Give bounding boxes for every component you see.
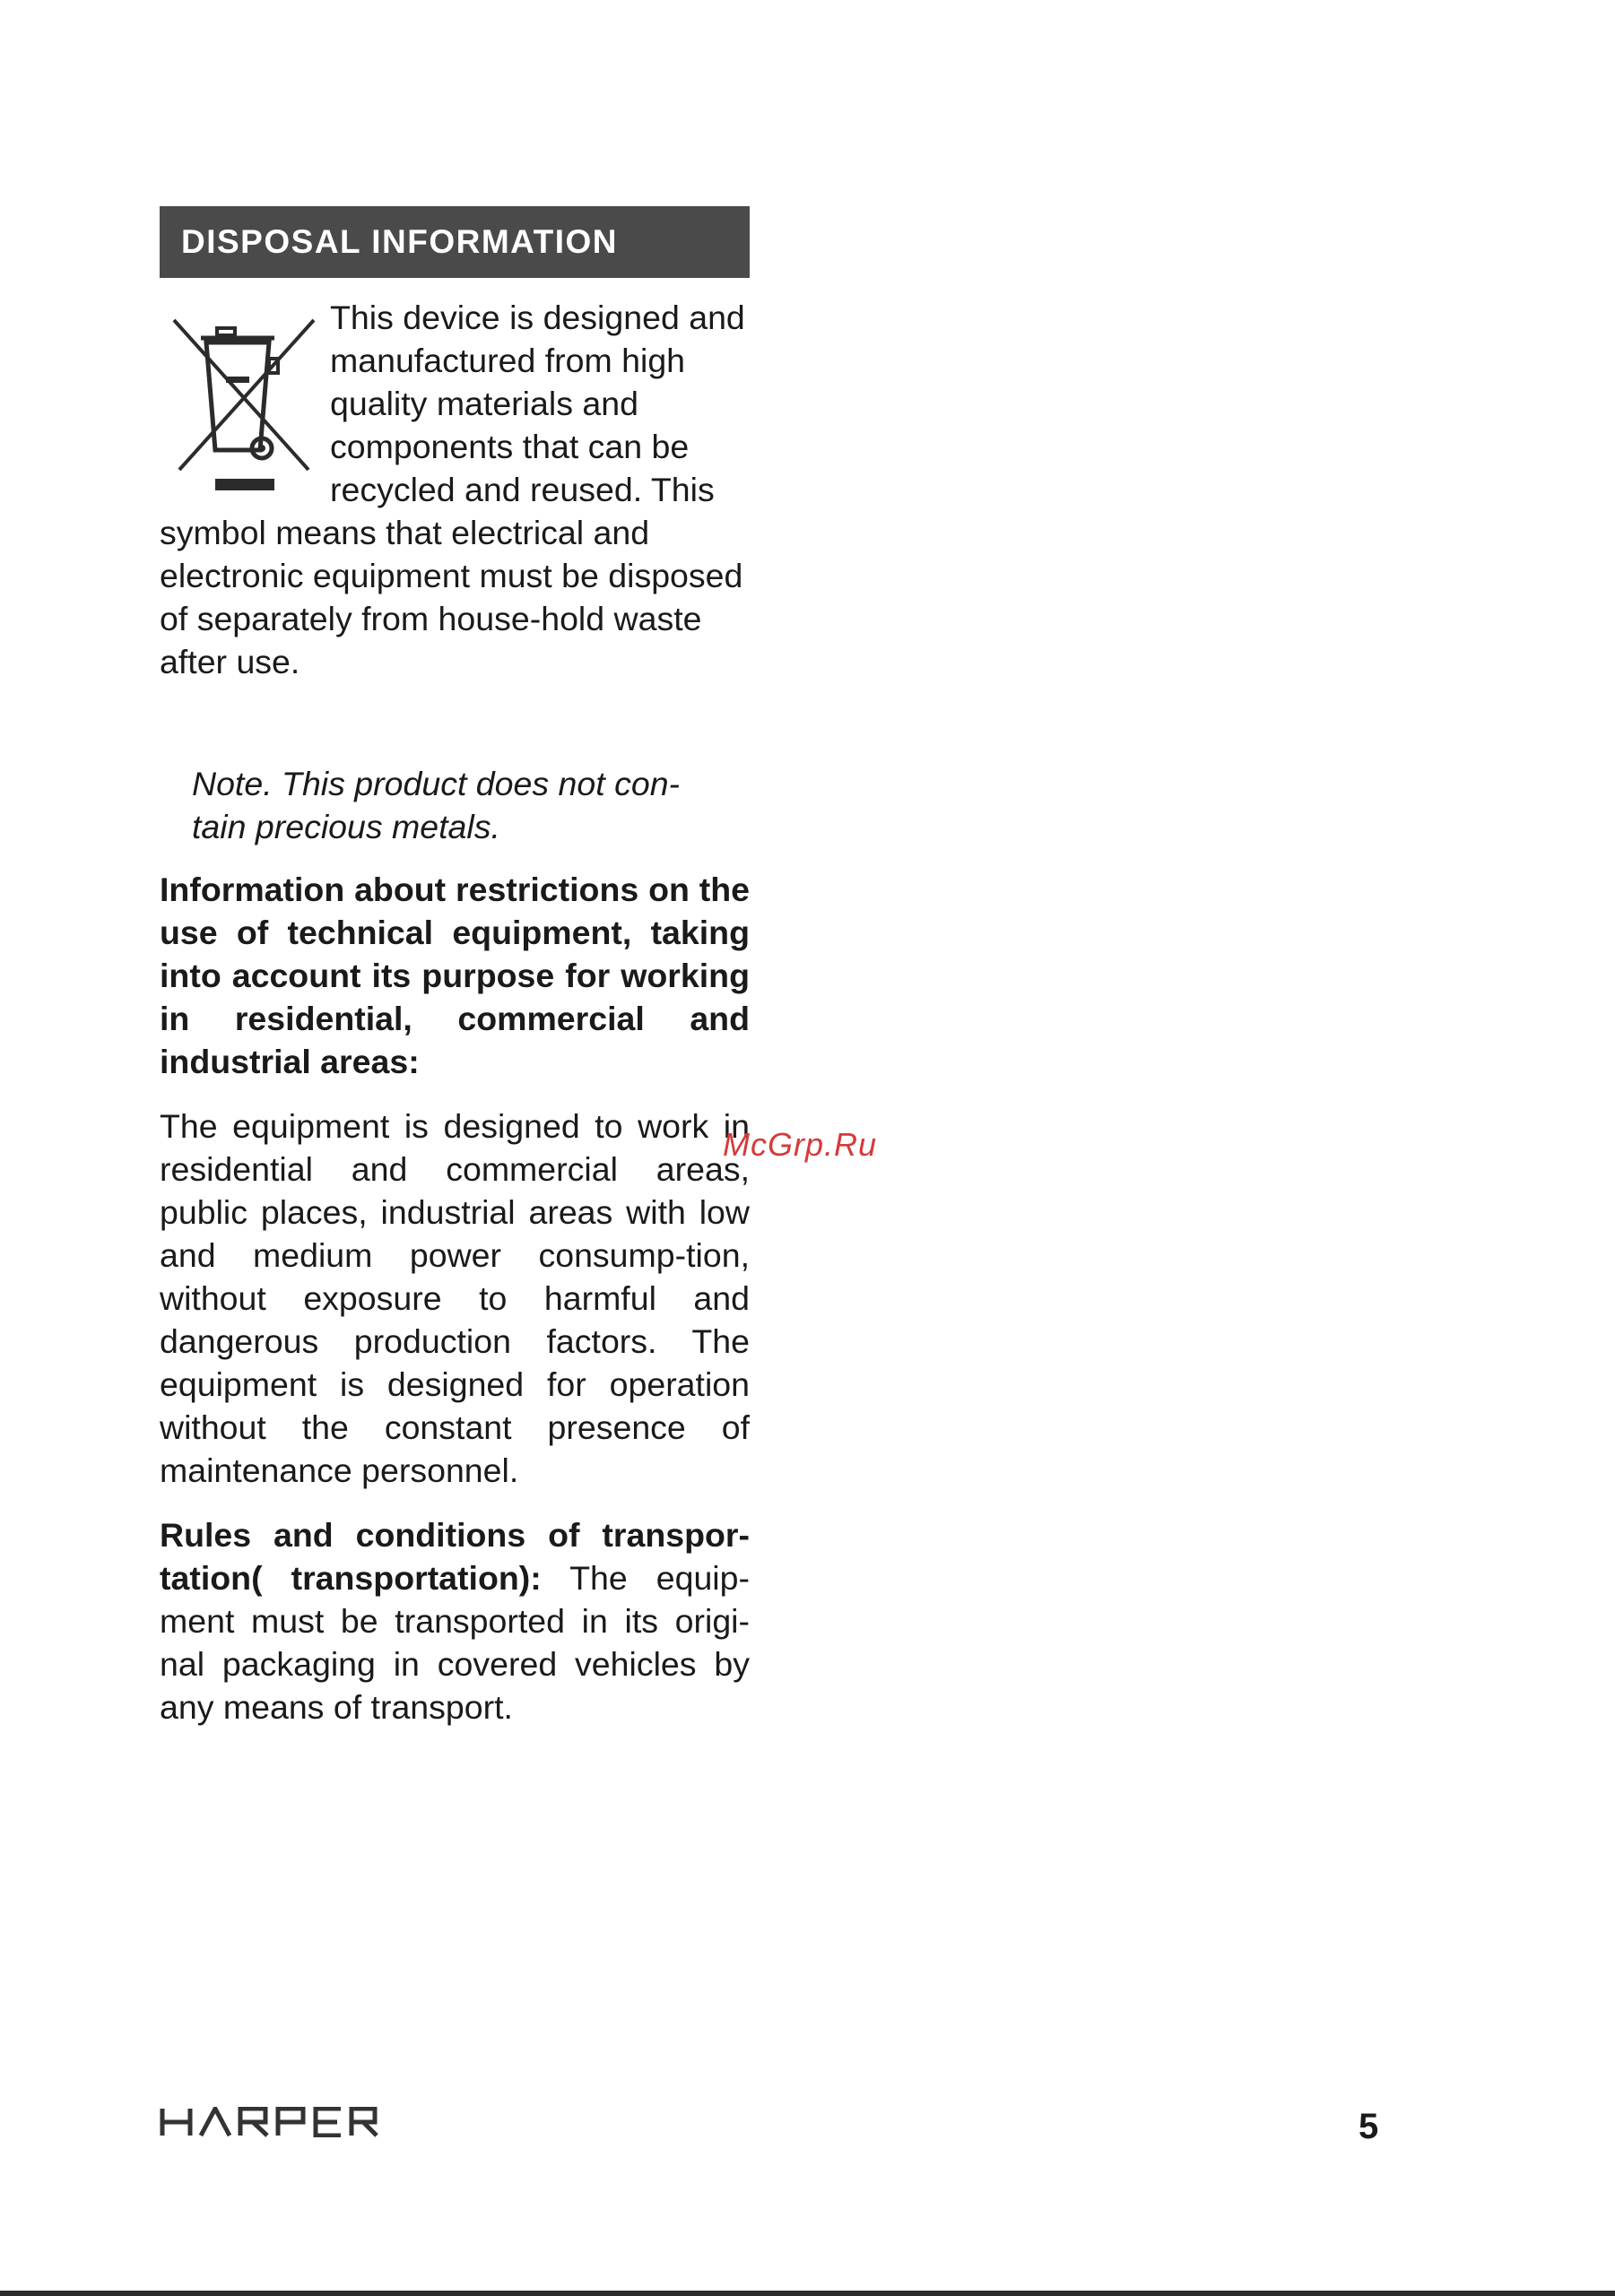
content-column [160, 296, 750, 1728]
harper-logo [160, 2107, 378, 2142]
bottom-divider [0, 2291, 1615, 2296]
intro-paragraph: This device is designed and manufactured from high quality materials and components that can be recycled and reused. This symbol means that electrical and electronic equipment must be disposed of separately from house-hold waste after use. [160, 299, 745, 680]
transport-rules-heading: Rules and conditions of transpor-tation( transportation): [160, 1516, 750, 1597]
page-number: 5 [1359, 2107, 1379, 2146]
equipment-paragraph: The equipment is designed to work in residential and commercial areas, public places, industrial areas with low and medium power consump-tion, without exposure to harmful and dangerous production factors. The equipment is designed for operation without the constant presence of maintenance personnel. [160, 1107, 750, 1489]
watermark: McGrp.Ru [723, 1126, 878, 1163]
section-header [160, 206, 750, 278]
section-title: DISPOSAL INFORMATION [181, 223, 619, 260]
transport-rules-text: The equip-ment must be transported in its origi-nal packaging in covered vehicles by any means of transport. [160, 1559, 750, 1726]
note-paragraph: Note. This product does not con-tain precious metals. [192, 765, 681, 845]
transport-rules-paragraph [160, 1513, 750, 1728]
restrictions-heading: Information about restrictions on the use of technical equipment, taking into account its purpose for working in residential, commercial and industrial areas: [160, 871, 750, 1080]
crossed-out-wheelie-bin-icon [160, 296, 330, 498]
harper-logo-glyphs [160, 2107, 378, 2137]
